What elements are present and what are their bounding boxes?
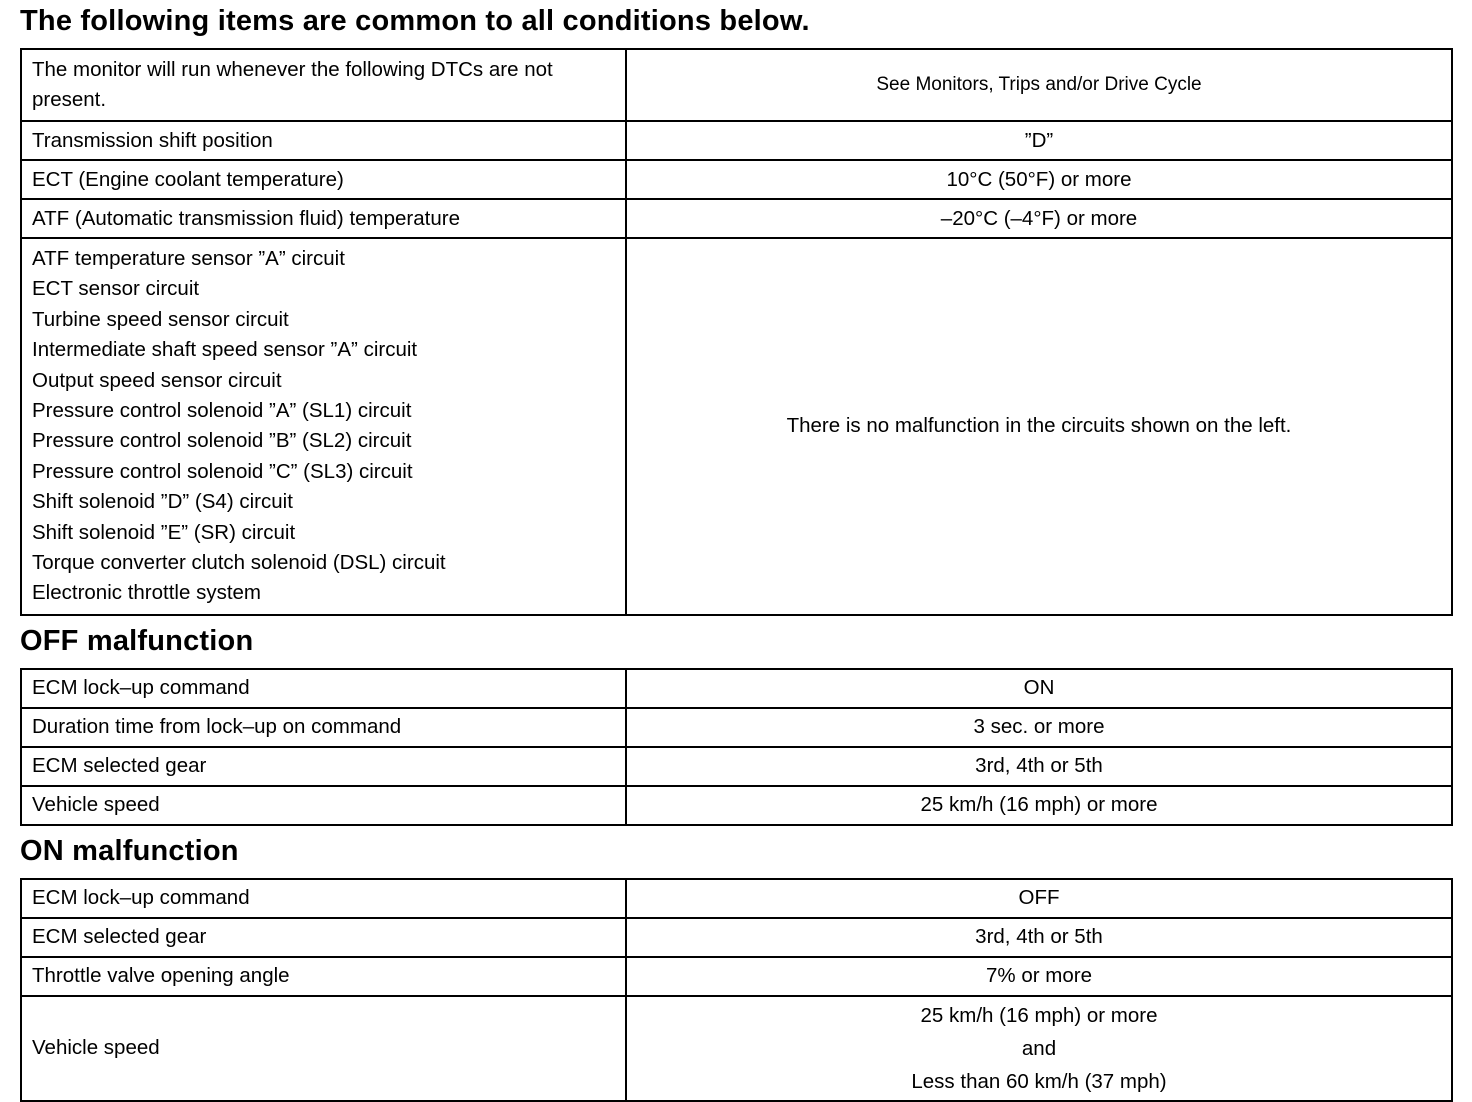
table-row bbox=[21, 199, 1452, 238]
list-item: Turbine speed sensor circuit bbox=[32, 307, 289, 331]
table-row bbox=[21, 957, 1452, 996]
list-item: ECT sensor circuit bbox=[32, 277, 200, 301]
table-row bbox=[21, 879, 1452, 918]
table-row bbox=[21, 160, 1452, 199]
condition-value: 7% or more bbox=[626, 957, 1452, 996]
condition-value: ON bbox=[626, 669, 1452, 708]
table-row bbox=[21, 708, 1452, 747]
condition-label: ECM lock–up command bbox=[21, 879, 626, 918]
condition-label: The monitor will run whenever the following DTCs are not present. bbox=[21, 49, 626, 121]
table-row bbox=[21, 996, 1452, 1101]
condition-value: 3rd, 4th or 5th bbox=[626, 918, 1452, 957]
table-row bbox=[21, 747, 1452, 786]
list-item: Shift solenoid ”D” (S4) circuit bbox=[32, 490, 293, 514]
list-item: Pressure control solenoid ”A” (SL1) circuit bbox=[32, 398, 412, 422]
condition-label: ECM lock–up command bbox=[21, 669, 626, 708]
condition-value: See Monitors, Trips and/or Drive Cycle bbox=[626, 49, 1452, 121]
condition-value: 10°C (50°F) or more bbox=[626, 160, 1452, 199]
speed-upper-bound: Less than 60 km/h (37 mph) bbox=[911, 1069, 1167, 1093]
condition-value bbox=[626, 996, 1452, 1101]
condition-value: 25 km/h (16 mph) or more bbox=[626, 786, 1452, 825]
list-item: Torque converter clutch solenoid (DSL) circuit bbox=[32, 550, 446, 574]
off-malfunction-heading: OFF malfunction bbox=[20, 624, 254, 657]
list-item: ATF temperature sensor ”A” circuit bbox=[32, 247, 345, 270]
table-row bbox=[21, 669, 1452, 708]
list-item: Shift solenoid ”E” (SR) circuit bbox=[32, 520, 296, 544]
condition-value: OFF bbox=[626, 879, 1452, 918]
condition-value: 3rd, 4th or 5th bbox=[626, 747, 1452, 786]
condition-label: Vehicle speed bbox=[21, 996, 626, 1101]
condition-label: Throttle valve opening angle bbox=[21, 957, 626, 996]
condition-label: ECM selected gear bbox=[21, 918, 626, 957]
list-item: Intermediate shaft speed sensor ”A” circuit bbox=[32, 338, 418, 362]
list-item: Electronic throttle system bbox=[32, 581, 261, 605]
condition-label: Vehicle speed bbox=[21, 786, 626, 825]
table-row bbox=[21, 49, 1452, 121]
document-page bbox=[20, 0, 1451, 1102]
condition-label: ECM selected gear bbox=[21, 747, 626, 786]
list-item: Output speed sensor circuit bbox=[32, 368, 282, 392]
list-item: Pressure control solenoid ”B” (SL2) circuit bbox=[32, 429, 412, 453]
off-malfunction-table bbox=[20, 668, 1453, 826]
condition-value: ”D” bbox=[626, 121, 1452, 160]
condition-value: –20°C (–4°F) or more bbox=[626, 199, 1452, 238]
condition-label: Duration time from lock–up on command bbox=[21, 708, 626, 747]
list-item: Pressure control solenoid ”C” (SL3) circuit bbox=[32, 459, 413, 483]
condition-label: Transmission shift position bbox=[21, 121, 626, 160]
table-row bbox=[21, 918, 1452, 957]
on-malfunction-table bbox=[20, 878, 1453, 1102]
common-conditions-table bbox=[20, 48, 1453, 616]
table-row bbox=[21, 786, 1452, 825]
condition-label: ATF (Automatic transmission fluid) temperature bbox=[21, 199, 626, 238]
circuit-list bbox=[21, 238, 626, 615]
speed-lower-bound: 25 km/h (16 mph) or more bbox=[920, 1003, 1158, 1027]
on-malfunction-heading: ON malfunction bbox=[20, 834, 239, 867]
table-row bbox=[21, 121, 1452, 160]
speed-conjunction: and bbox=[1021, 1036, 1057, 1060]
table-row bbox=[21, 238, 1452, 615]
condition-label: ECT (Engine coolant temperature) bbox=[21, 160, 626, 199]
common-conditions-heading: The following items are common to all conditions below. bbox=[20, 5, 810, 37]
condition-value: There is no malfunction in the circuits shown on the left. bbox=[626, 238, 1452, 615]
condition-value: 3 sec. or more bbox=[626, 708, 1452, 747]
